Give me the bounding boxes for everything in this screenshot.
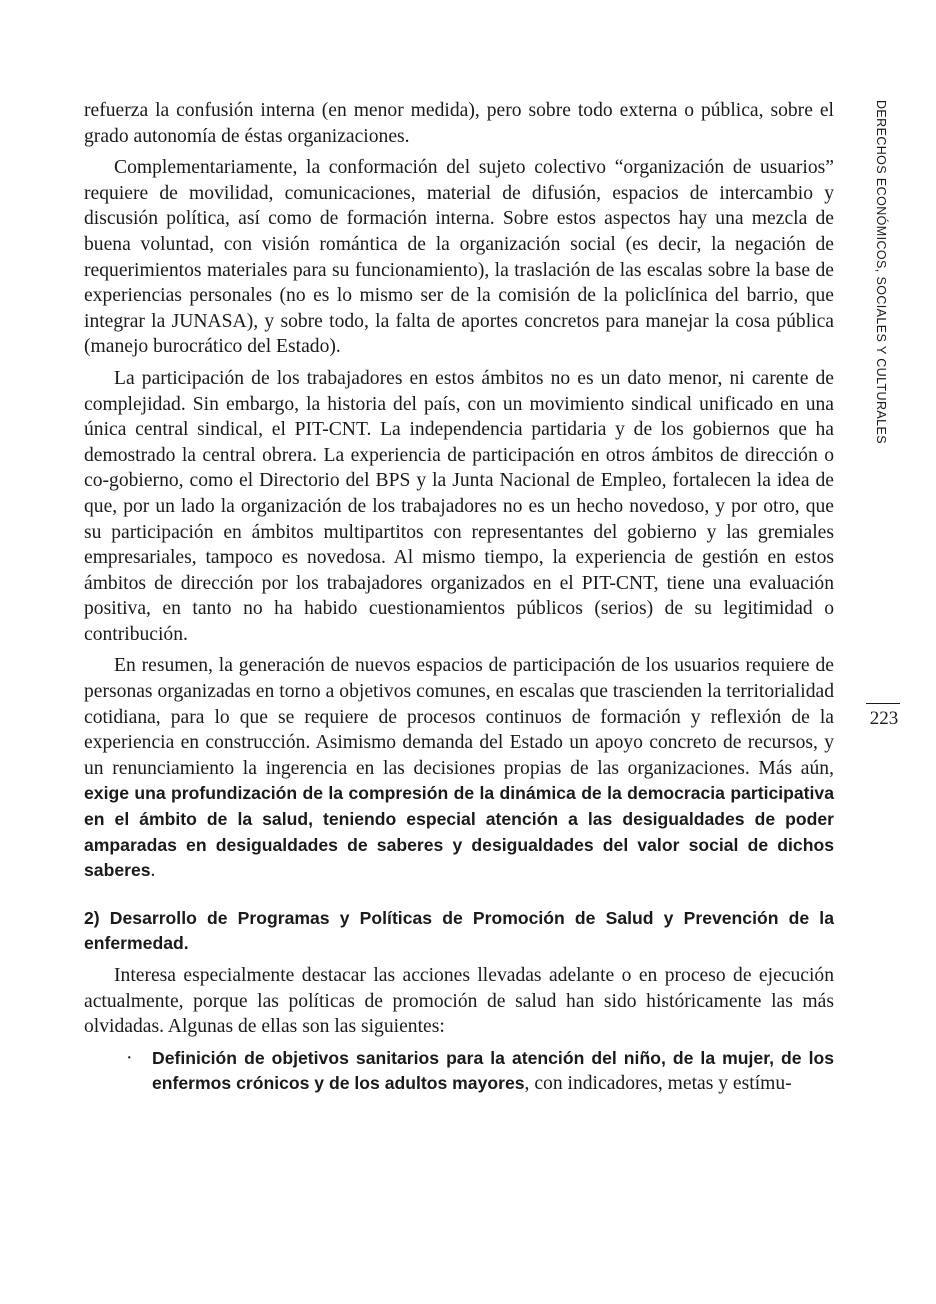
- paragraph-4-text: En resumen, la generación de nuevos espacios de participación de los usuarios requiere de personas organizadas en torno a objetivos comunes, en escalas que trascienden la territorialidad cotidiana, para lo que se requiere de procesos continuos de formación y reflexión de la experiencia en construcción. Asimismo demanda del Estado un apoyo concreto de recursos, y un renunciamiento la ingerencia en las decisiones propias de las organizaciones. Más aún,: [84, 655, 834, 779]
- bullet-item: [84, 1046, 834, 1097]
- running-head: DERECHOS ECONÓMICOS, SOCIALES Y CULTURALES: [874, 100, 888, 444]
- page-body: [84, 98, 834, 1103]
- paragraph-3: La participación de los trabajadores en estos ámbitos no es un dato menor, ni carente de complejidad. Sin embargo, la historia del país, con un movimiento sindical unificado en una única central sindical, el PIT-CNT. La independencia partidaria y de los gobiernos que ha demostrado la central obrera. La experiencia de participación en otros ámbitos de dirección o co-gobierno, como el Directorio del BPS y la Junta Nacional de Empleo, fortalecen la idea de que, por un lado la organización de los trabajadores no es un hecho novedoso, y por otro, que su participación en ámbitos multipartitos con representantes del gobierno y las gremiales empresariales, tampoco es novedosa. Al mismo tiempo, la experiencia de gestión en estos ámbitos de dirección por los trabajadores organizados en el PIT-CNT, tiene una evaluación positiva, en tanto no ha habido cuestionamientos públicos (serios) de su legitimidad o contribución.: [84, 367, 834, 645]
- bullet-item-text: , con indicadores, metas y estímu-: [524, 1073, 792, 1095]
- paragraph-4-emphasis: exige una profundización de la compresión de la dinámica de la democracia participativa en el ámbito de la salud, teniendo especial atención a las desigualdades de poder amparadas en desigualdades de saberes y desigualdades del valor social de dichos saberes: [84, 783, 834, 881]
- paragraph-4-end: .: [150, 860, 156, 882]
- page-number: 223: [869, 708, 899, 729]
- bullet-marker: ·: [126, 1047, 133, 1069]
- paragraph-5: Interesa especialmente destacar las acciones llevadas adelante o en proceso de ejecución actualmente, porque las políticas de promoción de salud han sido históricamente las más olvidadas. Algunas de ellas son las siguientes:: [84, 965, 834, 1038]
- bullet-item-emphasis: Definición de objetivos sanitarios para la atención del niño, de la mujer, de los enfermos crónicos y de los adultos mayores: [152, 1047, 834, 1094]
- page-number-rule: [866, 703, 900, 704]
- paragraph-4: [84, 653, 834, 883]
- paragraph-1: refuerza la confusión interna (en menor medida), pero sobre todo externa o pública, sobre el grado autonomía de éstas organizaciones.: [84, 100, 834, 147]
- section-heading: 2) Desarrollo de Programas y Políticas de Promoción de Salud y Prevención de la enfermedad.: [84, 907, 834, 954]
- paragraph-2: Complementariamente, la conformación del sujeto colectivo “organización de usuarios” requiere de movilidad, comunicaciones, material de difusión, espacios de intercambio y discusión política, así como de formación interna. Sobre estos aspectos hay una mezcla de buena voluntad, con visión romántica de la organización social (es decir, la negación de requerimientos materiales para su funcionamiento), la traslación de las escalas sobre la base de experiencias personales (no es lo mismo ser de la comisión de la policlínica del barrio, que integrar la JUNASA), y sobre todo, la falta de aportes concretos para manejar la cosa pública (manejo burocrático del Estado).: [84, 157, 834, 358]
